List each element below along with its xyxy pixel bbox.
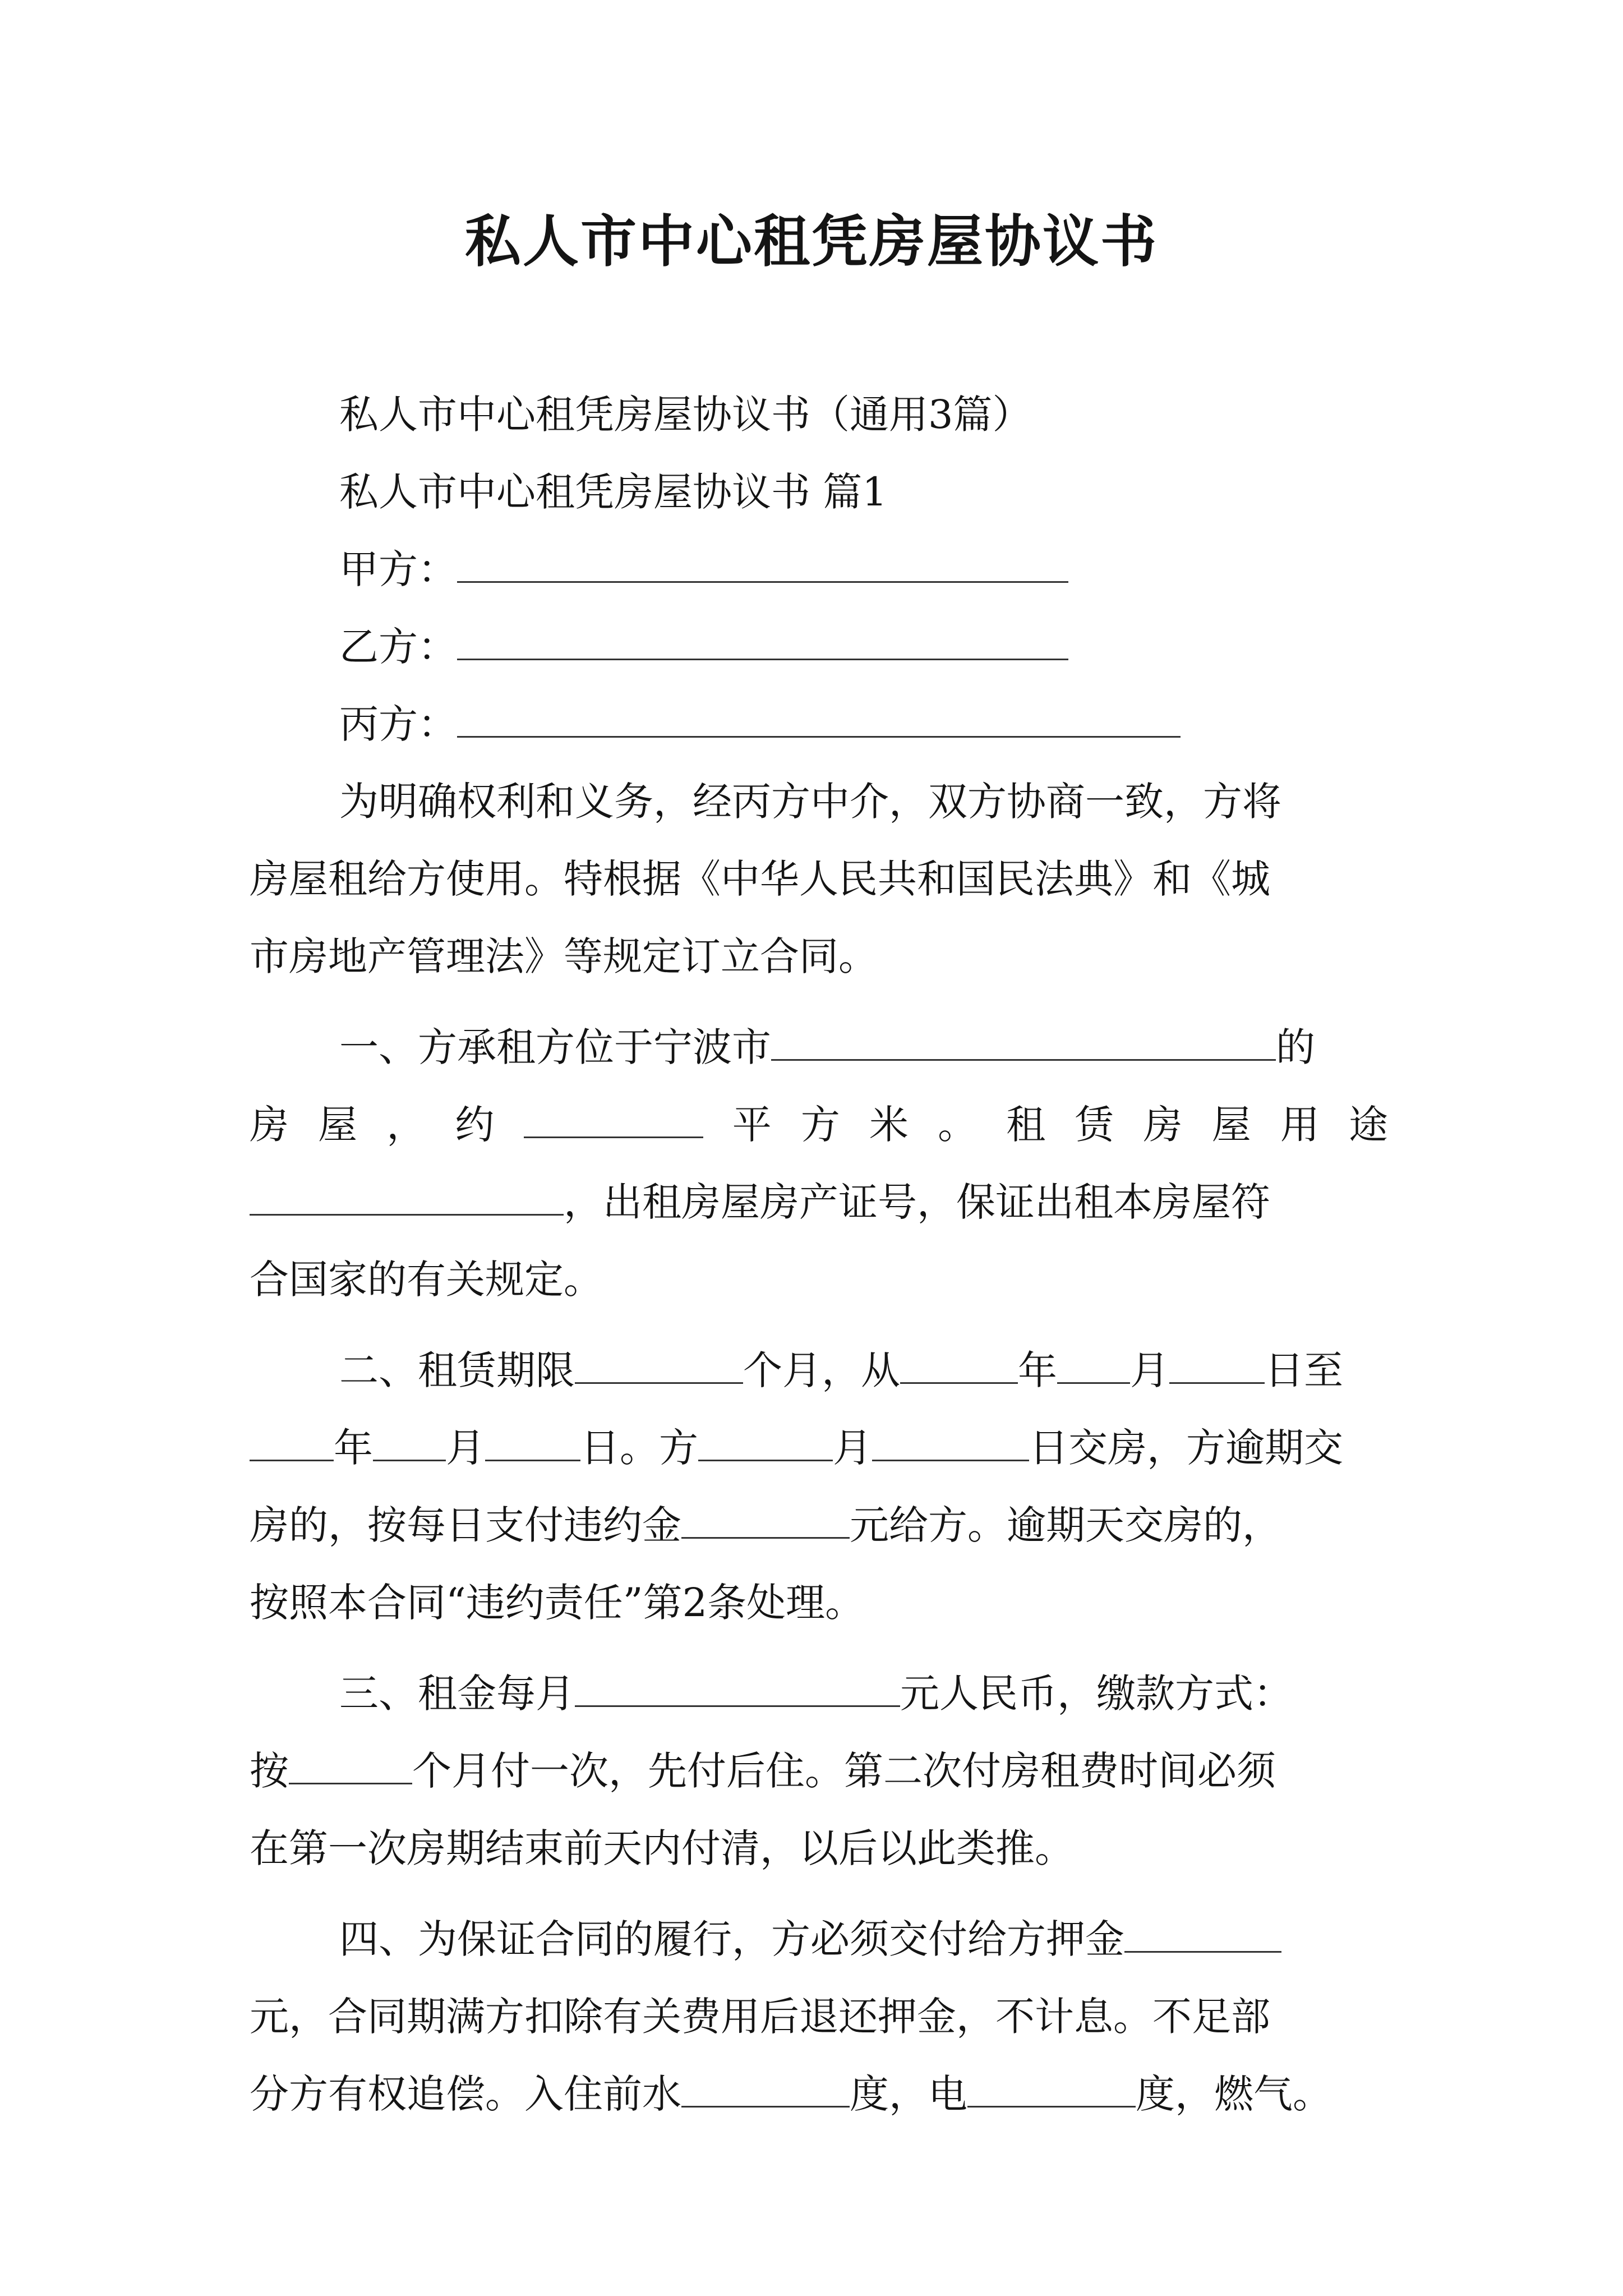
usage-blank xyxy=(250,1181,564,1216)
end-month-blank xyxy=(373,1427,446,1461)
clause1-char: 赁 xyxy=(1075,1102,1114,1148)
address-blank xyxy=(771,1027,1276,1061)
party-b-row xyxy=(250,608,1388,685)
party-a-row xyxy=(250,531,1388,608)
clause1-char: 房 xyxy=(250,1102,289,1148)
deposit-blank xyxy=(1124,1918,1281,1953)
clause1-char: 房 xyxy=(1143,1102,1183,1148)
start-month-blank xyxy=(1057,1350,1130,1384)
clause1-char: 屋 xyxy=(318,1102,358,1148)
clause2-text: 元给方。逾期天交房的， xyxy=(850,1502,1281,1548)
clause2-text: 个月，从 xyxy=(743,1347,900,1393)
clause3-text: 元人民币，缴款方式： xyxy=(900,1671,1293,1717)
clause4-line-1 xyxy=(250,1901,1388,1978)
clause1-char: 。 xyxy=(938,1102,978,1148)
clause2-text: 年 xyxy=(1018,1347,1057,1393)
clause1-char: 约 xyxy=(455,1102,495,1148)
clause4-text: 分方有权追偿。入住前水 xyxy=(250,2071,681,2117)
end-year-blank xyxy=(250,1427,334,1461)
clause1-line-2 xyxy=(250,1086,1388,1163)
clause4-text: 度，电 xyxy=(850,2071,967,2117)
clause2-line-3 xyxy=(250,1487,1388,1564)
clause1-char: 用 xyxy=(1280,1102,1320,1148)
payment-interval-blank xyxy=(289,1750,412,1784)
clause2-text: 月 xyxy=(446,1425,485,1471)
part-heading: 私人市中心租凭房屋协议书 篇1 xyxy=(339,469,887,515)
clause1-text-c: ，出租房屋房产证号，保证出租本房屋符 xyxy=(564,1179,1270,1225)
document-title: 私人市中心租凭房屋协议书 xyxy=(465,208,1158,274)
clause1-char: 米 xyxy=(869,1102,909,1148)
clause3-line-1 xyxy=(250,1655,1388,1732)
handover-month-blank xyxy=(698,1427,833,1461)
monthly-rent-blank xyxy=(575,1673,900,1707)
clause2-text: 年 xyxy=(334,1425,373,1471)
party-c-label: 丙方： xyxy=(339,701,457,747)
clause2-text: 日至 xyxy=(1265,1347,1343,1393)
clause2-line-1 xyxy=(250,1332,1388,1409)
clause2-text: 日。方 xyxy=(580,1425,698,1471)
clause2-line-4: 按照本合同“违约责任”第2条处理。 xyxy=(250,1580,865,1626)
clause3-text: 个月付一次，先付后住。第二次付房租费时间必须 xyxy=(412,1748,1276,1794)
clause1-char: ， xyxy=(386,1102,426,1148)
party-a-label: 甲方： xyxy=(339,546,457,592)
party-b-label: 乙方： xyxy=(339,624,457,670)
clause1-char: 屋 xyxy=(1211,1102,1251,1148)
area-blank xyxy=(524,1104,703,1138)
clause3-text: 按 xyxy=(250,1748,289,1794)
end-day-blank xyxy=(485,1427,580,1461)
water-reading-blank xyxy=(681,2073,850,2108)
handover-day-blank xyxy=(872,1427,1029,1461)
clause4-text: 度，燃气。 xyxy=(1136,2071,1332,2117)
clause2-text: 二、租赁期限 xyxy=(339,1347,575,1393)
clause4-line-3 xyxy=(250,2055,1388,2133)
intro-line-2: 房屋租给方使用。特根据《中华人民共和国民法典》和《城 xyxy=(250,856,1270,902)
clause2-text: 月 xyxy=(833,1425,872,1471)
document-body xyxy=(250,376,1388,2133)
clause2-text: 日交房，方逾期交 xyxy=(1029,1425,1343,1471)
clause3-line-2 xyxy=(250,1732,1388,1810)
clause1-char: 平 xyxy=(732,1102,772,1148)
party-c-blank xyxy=(457,703,1181,738)
clause4-text: 四、为保证合同的履行，方必须交付给方押金 xyxy=(339,1916,1124,1962)
clause3-text: 三、租金每月 xyxy=(339,1671,575,1717)
clause2-line-2 xyxy=(250,1409,1388,1487)
term-months-blank xyxy=(575,1350,743,1384)
clause1-text-a: 一、方承租方位于宁波市 xyxy=(339,1024,771,1070)
clause3-line-3: 在第一次房期结束前天内付清，以后以此类推。 xyxy=(250,1825,1074,1871)
start-year-blank xyxy=(900,1350,1018,1384)
party-b-blank xyxy=(457,626,1068,660)
party-a-blank xyxy=(457,549,1068,583)
clause1-char: 方 xyxy=(800,1102,840,1148)
clause1-char: 租 xyxy=(1006,1102,1046,1148)
subtitle: 私人市中心租凭房屋协议书（通用3篇） xyxy=(339,392,1032,438)
intro-line-1: 为明确权利和义务，经丙方中介，双方协商一致，方将 xyxy=(339,779,1281,825)
clause2-text: 月 xyxy=(1130,1347,1169,1393)
clause1-line-4: 合国家的有关规定。 xyxy=(250,1257,603,1303)
clause1-line-1 xyxy=(250,1009,1388,1086)
clause1-text-b: 的 xyxy=(1276,1024,1315,1070)
intro-line-3: 市房地产管理法》等规定订立合同。 xyxy=(250,933,878,979)
party-c-row xyxy=(250,685,1388,763)
clause2-text: 房的，按每日支付违约金 xyxy=(250,1502,681,1548)
penalty-blank xyxy=(681,1504,850,1539)
clause1-line-3 xyxy=(250,1163,1388,1241)
electric-reading-blank xyxy=(967,2073,1136,2108)
clause1-char: 途 xyxy=(1348,1102,1388,1148)
clause4-line-2: 元，合同期满方扣除有关费用后退还押金，不计息。不足部 xyxy=(250,1994,1270,2040)
start-day-blank xyxy=(1169,1350,1265,1384)
